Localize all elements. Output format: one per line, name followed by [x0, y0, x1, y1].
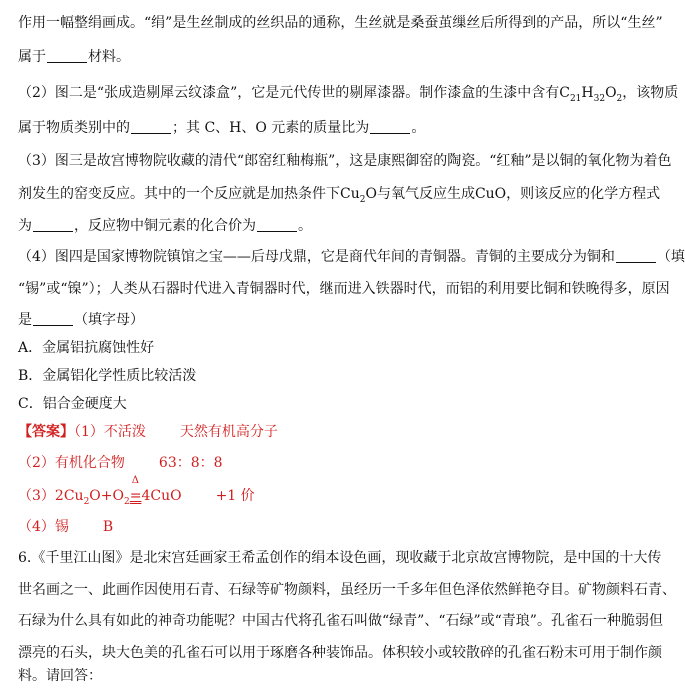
answer-blank[interactable] — [131, 119, 171, 134]
question-2-line: （2）图二是“张成造剔犀云纹漆盒”，它是元代传世的剔犀漆器。制作漆盒的生漆中含有$C_{21}H_{32}O_2$，该物质 — [18, 85, 679, 104]
question-4-line: （4）图四是国家博物院镇馆之宝——后母戊鼎，它是商代年间的青铜器。青铜的主要成分为铜和 （填 — [18, 249, 685, 265]
paragraph-line: 作用一幅整绢画成。“绢”是生丝制成的丝织品的通称，生丝就是桑蚕茧缫丝后所得到的产品，所以“生丝” — [18, 15, 663, 31]
answer-blank[interactable] — [33, 217, 73, 232]
question-2-line: 属于物质类别中的 ；其 C、H、O 元素的质量比为 。 — [18, 120, 426, 136]
answer-blank[interactable] — [616, 248, 656, 263]
reaction-arrow: Δ = — [129, 475, 142, 504]
question-6-line: 石绿为什么具有如此的神奇功能呢？中国古代将孔雀石叫做“绿青”、“石绿”或“青琅”。孔雀石一种脆弱但 — [18, 613, 663, 629]
answer-blank[interactable] — [47, 48, 87, 63]
question-6-line: 6.《千里江山图》是北宋宫廷画家王希孟创作的绢本设色画，现收藏于北京故宫博物院，是中国的十大传 — [18, 550, 662, 566]
question-3-line: 剂发生的窑变反应。其中的一个反应就是加热条件下$Cu_2O$与氧气反应生成CuO，则该反应的化学方程式 — [18, 186, 661, 205]
question-6-line: 世名画之一、此画作因使用石青、石绿等矿物颜料，虽经历一千多年但色泽依然鲜艳夺目。矿物颜料石青、 — [18, 582, 676, 598]
answer-blank[interactable] — [370, 119, 410, 134]
question-3-line: 为 ，反应物中铜元素的化合价为 。 — [18, 218, 312, 234]
option-a: A．金属铝抗腐蚀性好 — [18, 340, 155, 356]
paragraph-line: 属于 材料。 — [18, 49, 130, 65]
answer-line-3: $(3)2Cu_2O+O_2$ Δ =4CuO +1 价 — [18, 475, 255, 507]
answer-line-4: （4）锡 B — [18, 519, 114, 535]
answer-blank[interactable] — [33, 311, 73, 326]
option-b: B．金属铝化学性质比较活泼 — [18, 368, 197, 384]
answer-line-2: （2）有机化合物 63：8：8 — [18, 455, 223, 471]
question-3-line: （3）图三是故宫博物院收藏的清代“郎窑红釉梅瓶”，这是康熙御窑的陶瓷。“红釉”是以铜的氧化物为着色 — [18, 153, 672, 169]
question-6-line: 料。请回答： — [18, 668, 102, 684]
question-4-line: “锡”或“镍”）；人类从石器时代进入青铜器时代，继而进入铁器时代，而铝的利用要比铜和铁晚得多，原因 — [18, 281, 670, 297]
option-c: C．铝合金硬度大 — [18, 396, 127, 412]
question-6-line: 漂亮的石头，块大色美的孔雀石可以用于琢磨各种装饰品。体积较小或较散碎的孔雀石粉末可用于制作颜 — [18, 645, 662, 661]
answer-blank[interactable] — [257, 217, 297, 232]
question-4-line: 是 （填字母） — [18, 312, 144, 328]
answer-line-1: 【答案】（1）不活泼 天然有机高分子 — [18, 424, 278, 440]
